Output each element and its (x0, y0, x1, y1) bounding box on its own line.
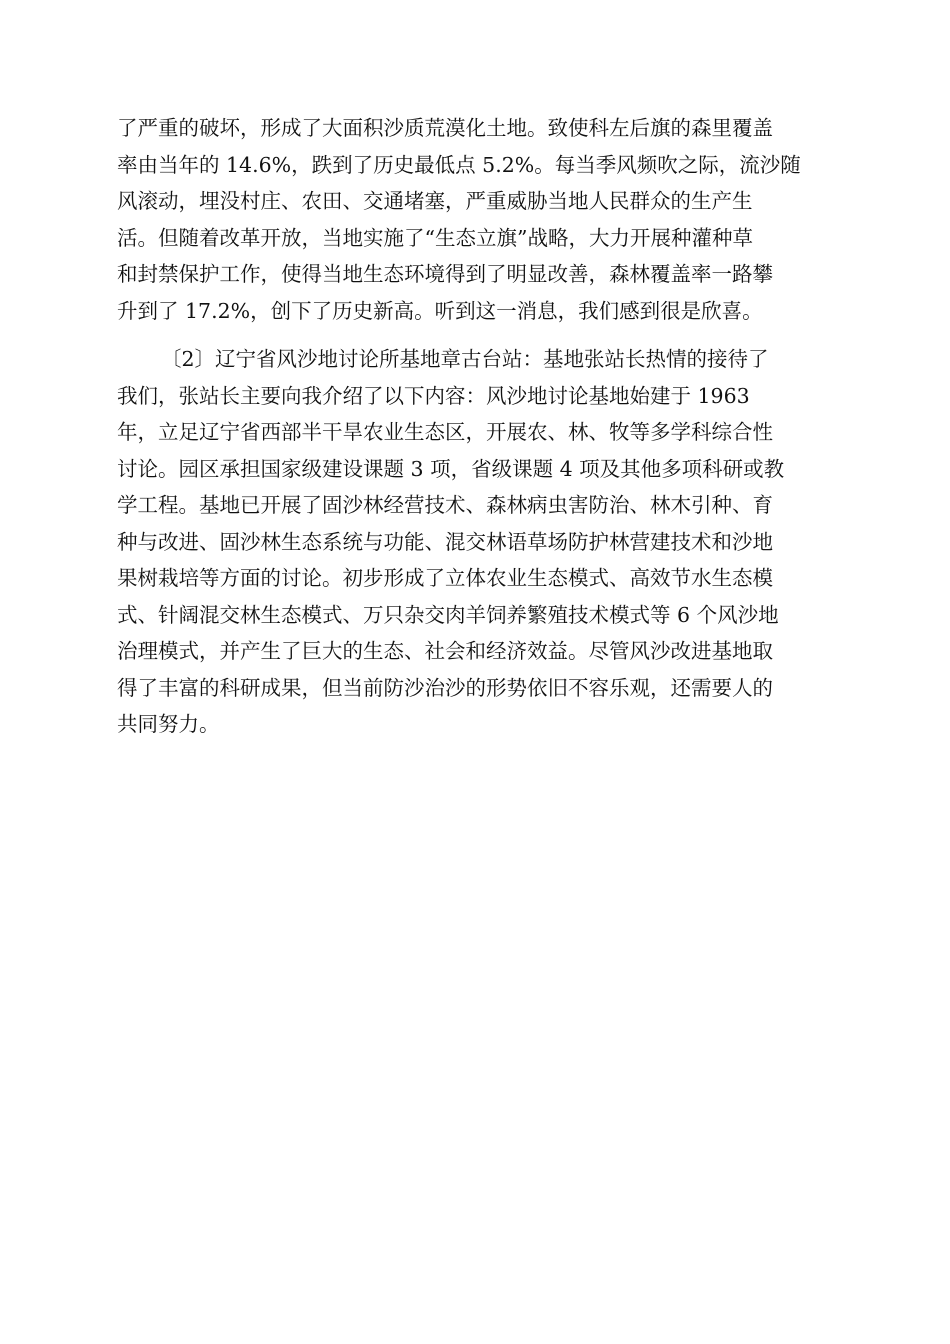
text-line: 得了丰富的科研成果，但当前防沙治沙的形势依旧不容乐观，还需要人的 (117, 675, 773, 700)
text-line: 风滚动，埋没村庄、农田、交通堵塞，严重威胁当地人民群众的生产生 (117, 189, 753, 213)
text-line-indented: 〔2〕辽宁省风沙地讨论所基地章古台站：基地张站长热情的接待了 (161, 347, 769, 371)
document-body (117, 110, 833, 743)
text-line: 种与改进、固沙林生态系统与功能、混交林语草场防护林营建技术和沙地 (117, 529, 773, 554)
text-line: 学工程。基地已开展了固沙林经营技术、森林病虫害防治、林木引种、育 (117, 493, 773, 517)
text-line: 活。但随着改革开放，当地实施了“生态立旗”战略，大力开展种灌种草 (117, 225, 753, 250)
paragraph-kezuo-houqi-forest (117, 110, 833, 329)
paragraph-zhanggutai-station (117, 341, 833, 743)
text-line: 治理模式，并产生了巨大的生态、社会和经济效益。尽管风沙改进基地取 (117, 639, 773, 663)
text-line: 我们，张站长主要向我介绍了以下内容：风沙地讨论基地始建于 1963 (117, 383, 750, 408)
text-line: 升到了 17.2%，创下了历史新高。听到这一消息，我们感到很是欣喜。 (117, 298, 763, 323)
text-line: 果树栽培等方面的讨论。初步形成了立体农业生态模式、高效节水生态模 (117, 566, 773, 590)
text-line: 式、针阔混交林生态模式、万只杂交肉羊饲养繁殖技术模式等 6 个风沙地 (117, 602, 779, 627)
text-line: 年，立足辽宁省西部半干旱农业生态区，开展农、林、牧等多学科综合性 (117, 420, 773, 444)
text-line: 讨论。园区承担国家级建设课题 3 项，省级课题 4 项及其他多项科研或教 (117, 456, 785, 481)
text-line: 率由当年的 14.6%，跌到了历史最低点 5.2%。每当季风频吹之际，流沙随 (117, 152, 801, 177)
text-line: 共同努力。 (117, 712, 220, 736)
text-line: 了严重的破坏，形成了大面积沙质荒漠化土地。致使科左后旗的森里覆盖 (117, 116, 773, 140)
text-line: 和封禁保护工作，使得当地生态环境得到了明显改善，森林覆盖率一路攀 (117, 262, 773, 286)
